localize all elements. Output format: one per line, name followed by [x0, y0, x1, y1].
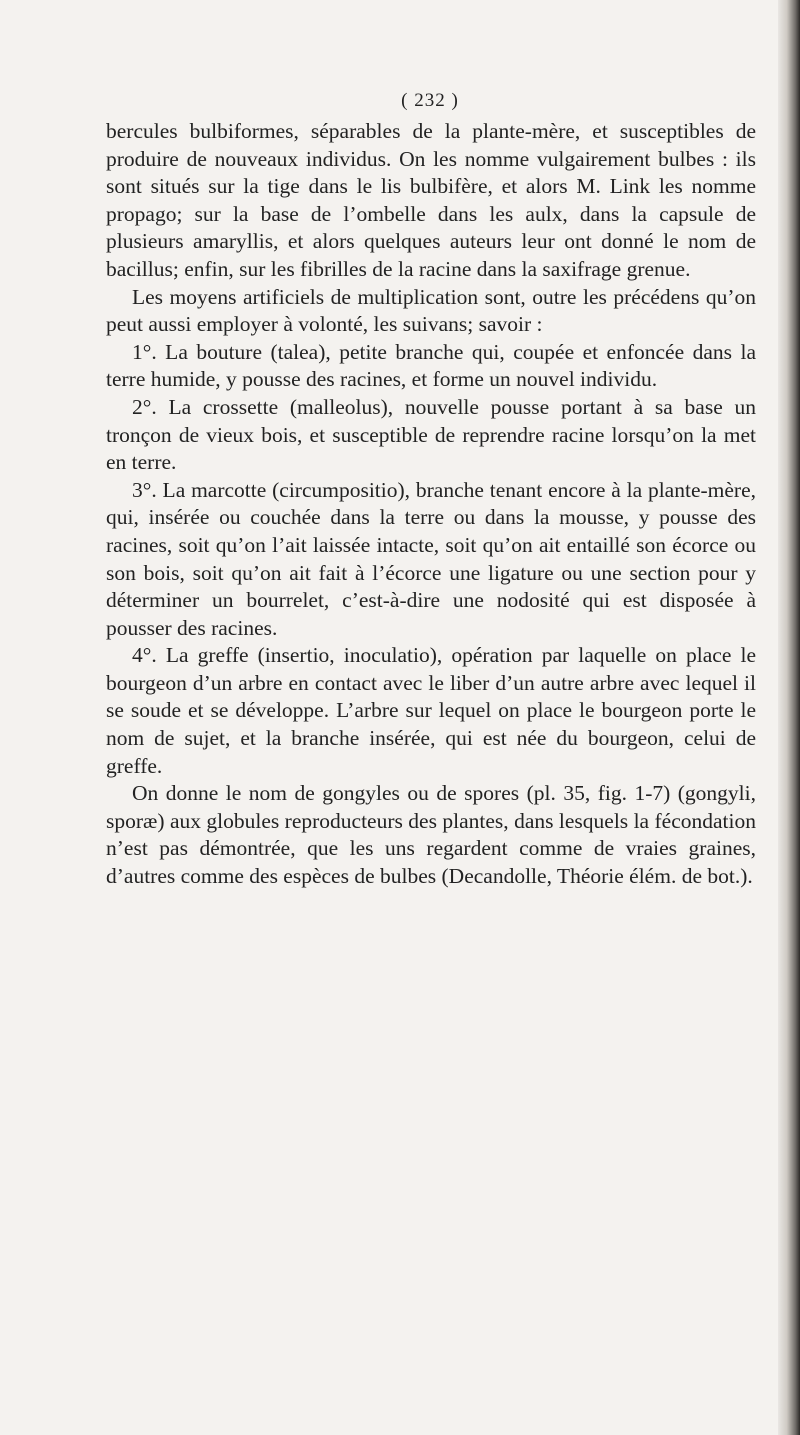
book-binding-edge: [778, 0, 800, 1435]
paragraph: Les moyens artificiels de multiplication sont, outre les précédens qu’on peut aussi employer à volonté, les suivans; savoir :: [106, 284, 756, 337]
paragraph: On donne le nom de gongyles ou de spores (pl. 35, fig. 1-7) (gongyli, sporæ) aux globules reproducteurs des plantes, dans lesquels la fécondation n’est pas démontrée, que les uns regardent comme de vraies graines, d’autres comme des espèces de bulbes (Decandolle, Théorie élém. de bot.).: [106, 781, 756, 889]
page-number: ( 232 ): [401, 90, 459, 111]
paragraph: 4°. La greffe (insertio, inoculatio), opération par laquelle on place le bourgeon d’un arbre en contact avec le liber d’un autre arbre avec lequel il se soude et se développe. L’arbre sur lequel on place le bourgeon porte le nom de sujet, et la branche insérée, qui est née du bourgeon, celui de greffe.: [106, 643, 756, 778]
paragraph: 1°. La bouture (talea), petite branche qui, coupée et enfoncée dans la terre humide, y pousse des racines, et forme un nouvel individu.: [106, 339, 756, 392]
paragraph: 2°. La crossette (malleolus), nouvelle pousse portant à sa base un tronçon de vieux bois, et susceptible de reprendre racine lorsqu’on la met en terre.: [106, 394, 756, 475]
paragraph: bercules bulbiformes, séparables de la plante-mère, et susceptibles de produire de nouveaux individus. On les nomme vulgairement bulbes : ils sont situés sur la tige dans le lis bulbifère, et alors M. Link les nomme propago; sur la base de l’ombelle dans les aulx, dans la capsule de plusieurs amaryllis, et alors quelques auteurs leur ont donné le nom de bacillus; enfin, sur les fibrilles de la racine dans la saxifrage grenue.: [106, 119, 756, 281]
body-text: [106, 118, 756, 891]
paragraph: 3°. La marcotte (circumpositio), branche tenant encore à la plante-mère, qui, insérée ou couchée dans la terre ou dans la mousse, y pousse des racines, soit qu’on l’ait laissée intacte, soit qu’on ait entaillé son écorce ou son bois, soit qu’on ait fait à l’écorce une ligature ou une section pour y déterminer un bourrelet, c’est-à-dire une nodosité qui est disposée à pousser des racines.: [106, 477, 756, 640]
